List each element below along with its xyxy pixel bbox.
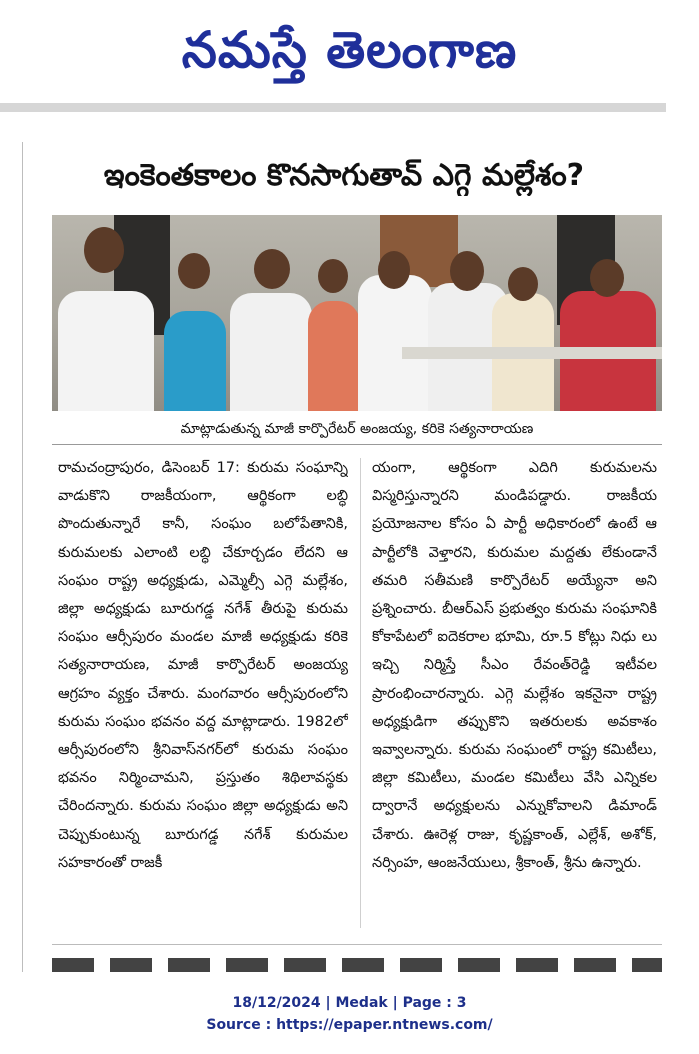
footer-edition-info: 18/12/2024 | Medak | Page : 3 bbox=[232, 995, 467, 1011]
footer-source: Source : https://epaper.ntnews.com/ bbox=[206, 1017, 493, 1033]
photo-caption: మాట్లాడుతున్న మాజీ కార్పొరేటర్ అంజయ్య, కరికె సత్యనారాయణ bbox=[52, 414, 662, 445]
article-column-right: యంగా, ఆర్థికంగా ఎదిగి కురుమలను విస్మరిస్తున్నారని మండిపడ్డారు. రాజకీయ ప్రయోజనాల కోసం ఏ పార్టీ అధికారంలో ఉంటే ఆ పార్టీలోకి వెళ్తారని, కురుమల మద్దతు లేకుండానే తమరి సతీమణి కార్పొరేటర్ అయ్యేనా అని ప్రశ్నించారు. బీఆర్ఎస్ ప్రభుత్వం కురుమ సంఘానికి కోకాపేటలో ఐదెకరాల భూమి, రూ.5 కోట్లు నిధు లు ఇచ్చి నిర్మిస్తే సీఎం రేవంత్‌రెడ్డి ఇటీవల ప్రారంభించారన్నారు. ఎగ్గె మల్లేశం ఇకనైనా రాష్ట్ర అధ్యక్షుడిగా తప్పుకొని ఇతరులకు అవకాశం ఇవ్వాలన్నారు. కురుమ సంఘంలో రాష్ట్ర కమిటీలు, జిల్లా కమిటీలు, మండల కమిటీలు వేసి ఎన్నికల ద్వారానే అధ్యక్షులను ఎన్నుకోవాలని డిమాండ్ చేశారు. ఊరెళ్ల రాజు, కృష్ణకాంత్, ఎల్లేశ్, అశోక్, నర్సింహ, ఆంజనేయులు, శ్రీకాంత్, శ్రీను ఉన్నారు. bbox=[372, 460, 657, 871]
article-column-left: రామచంద్రాపురం, డిసెంబర్ 17: కురుమ సంఘాన్ని వాడుకొని రాజకీయంగా, ఆర్థికంగా లబ్ధి పొందుతున్నారే కానీ, సంఘం బలోపేతానికి, కురుమలకు ఎలాంటి లబ్ధి చేకూర్చడం లేదని ఆ సంఘం రాష్ట్ర అధ్యక్షుడు, ఎమ్మెల్సీ ఎగ్గె మల్లేశం, జిల్లా అధ్యక్షుడు బూరుగడ్డ నగేశ్ తీరుపై కురుమ సంఘం ఆర్సీపురం మండల మాజీ అధ్యక్షుడు కరికె సత్యనారాయణ, మాజీ కార్పొరేటర్ అంజయ్య ఆగ్రహం వ్యక్తం చేశారు. మంగవారం ఆర్సీపురంలోని కురుమ సంఘం భవనం వద్ద మాట్లాడారు. 1982లో ఆర్సీపురంలోని శ్రీనివాస్‌నగర్‌లో కురుమ సంఘం భవనం నిర్మించామని, ప్రస్తుతం శిథిలావస్థకు చేరిందన్నారు. కురుమ సంఘం జిల్లా అధ్యక్షుడు అని చెప్పుకుంటున్న బూరుగడ్డ నగేశ్ కురుమల సహకారంతో రాజకీ bbox=[58, 460, 348, 871]
article-bottom-rule bbox=[52, 944, 662, 945]
column-divider bbox=[360, 458, 361, 928]
article-headline: ఇంకెంతకాలం కొనసాగుతావ్ ఎగ్గె మల్లేశం? bbox=[103, 158, 585, 193]
masthead-rule bbox=[0, 103, 666, 112]
masthead-title: నమస్తే తెలంగాణ bbox=[181, 20, 518, 79]
next-article-cutoff bbox=[52, 958, 662, 972]
masthead bbox=[0, 0, 699, 100]
article-photo bbox=[52, 215, 662, 411]
